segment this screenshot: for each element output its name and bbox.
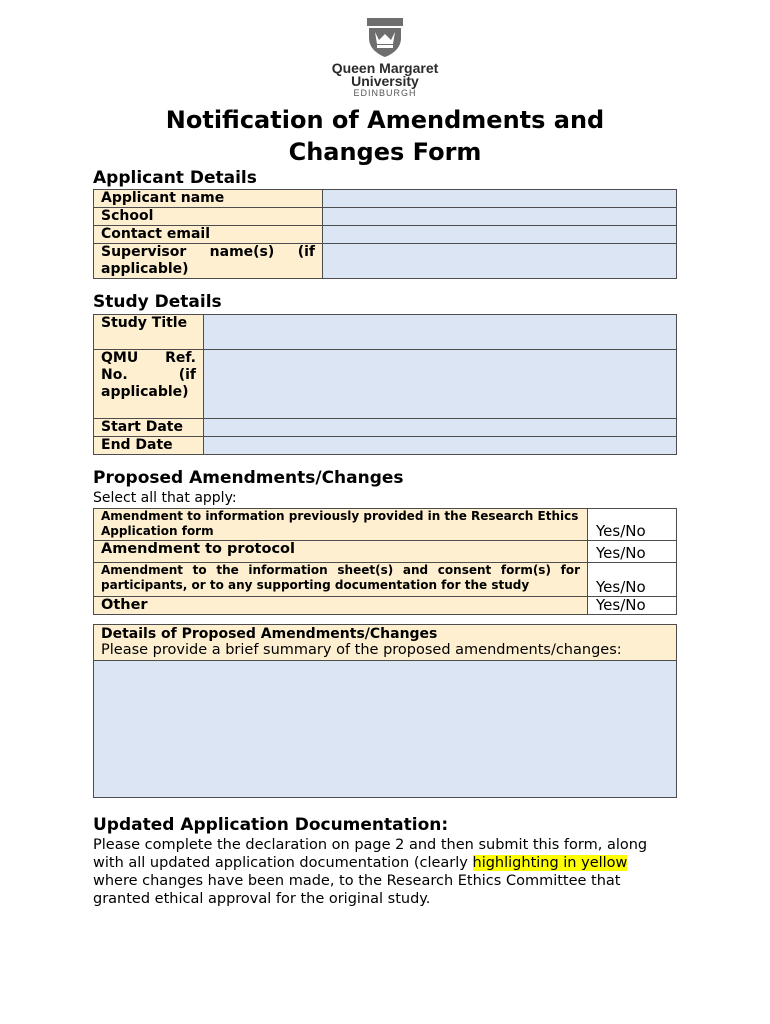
details-heading: Details of Proposed Amendments/Changes — [101, 626, 438, 642]
study-heading: Study Details — [93, 292, 222, 312]
university-logo — [0, 16, 770, 99]
start-date-field[interactable] — [204, 419, 677, 437]
applicant-name-label: Applicant name — [94, 190, 323, 208]
amendment-application-yes-no[interactable]: Yes/No — [588, 509, 677, 541]
applicant-heading: Applicant Details — [93, 168, 257, 188]
updated-text-before: Please complete the declaration on page 2 and then submit this form, along with all updated application documentation (clearly — [93, 837, 648, 871]
start-date-label: Start Date — [94, 419, 204, 437]
end-date-label: End Date — [94, 437, 204, 455]
title-line-2: Changes Form — [288, 138, 482, 166]
logo-line-2: University — [351, 73, 419, 89]
amendment-protocol-label: Amendment to protocol — [94, 541, 588, 563]
study-row — [94, 437, 677, 455]
amendments-table — [93, 508, 677, 615]
details-header — [94, 625, 676, 661]
amendment-protocol-yes-no[interactable]: Yes/No — [588, 541, 677, 563]
end-date-field[interactable] — [204, 437, 677, 455]
amendment-other-yes-no[interactable]: Yes/No — [588, 597, 677, 615]
applicant-table — [93, 189, 677, 279]
qmu-ref-field[interactable] — [204, 350, 677, 419]
study-title-label: Study Title — [94, 315, 204, 350]
study-row — [94, 350, 677, 419]
applicant-row — [94, 226, 677, 244]
details-prompt: Please provide a brief summary of the proposed amendments/changes: — [101, 642, 622, 658]
study-title-field[interactable] — [204, 315, 677, 350]
logo-line-3: EDINBURGH — [353, 88, 417, 98]
study-row — [94, 315, 677, 350]
updated-text-after: where changes have been made, to the Research Ethics Committee that granted ethical approval for the original study. — [93, 873, 621, 907]
qmu-ref-label: QMU Ref. No. (if applicable) — [94, 350, 204, 419]
amendments-instruction: Select all that apply: — [93, 490, 237, 506]
applicant-row — [94, 208, 677, 226]
supervisor-field[interactable] — [323, 244, 677, 279]
amendments-heading: Proposed Amendments/Changes — [93, 468, 404, 488]
title-line-1: Notification of Amendments and — [165, 106, 605, 134]
updated-paragraph — [93, 836, 673, 908]
applicant-row — [94, 244, 677, 279]
crest-icon — [365, 16, 405, 58]
applicant-name-field[interactable] — [323, 190, 677, 208]
school-field[interactable] — [323, 208, 677, 226]
logo-line-1: Queen Margaret — [331, 60, 439, 76]
amendment-row — [94, 509, 677, 541]
school-label: School — [94, 208, 323, 226]
contact-email-field[interactable] — [323, 226, 677, 244]
study-table — [93, 314, 677, 455]
amendment-row — [94, 541, 677, 563]
amendment-documents-label: Amendment to the information sheet(s) and consent form(s) for participants, or to any supporting documentation for the study — [94, 563, 588, 597]
updated-heading: Updated Application Documentation: — [93, 815, 449, 835]
amendment-other-label: Other — [94, 597, 588, 615]
details-box — [93, 624, 677, 798]
applicant-row — [94, 190, 677, 208]
study-row — [94, 419, 677, 437]
amendment-row — [94, 597, 677, 615]
amendment-row — [94, 563, 677, 597]
supervisor-label: Supervisor name(s) (if applicable) — [94, 244, 323, 279]
amendment-documents-yes-no[interactable]: Yes/No — [588, 563, 677, 597]
highlighted-text: highlighting in yellow — [472, 855, 628, 871]
amendment-application-label: Amendment to information previously provided in the Research Ethics Application form — [94, 509, 588, 541]
details-text-area[interactable] — [94, 661, 676, 797]
contact-email-label: Contact email — [94, 226, 323, 244]
page-title — [0, 104, 770, 168]
